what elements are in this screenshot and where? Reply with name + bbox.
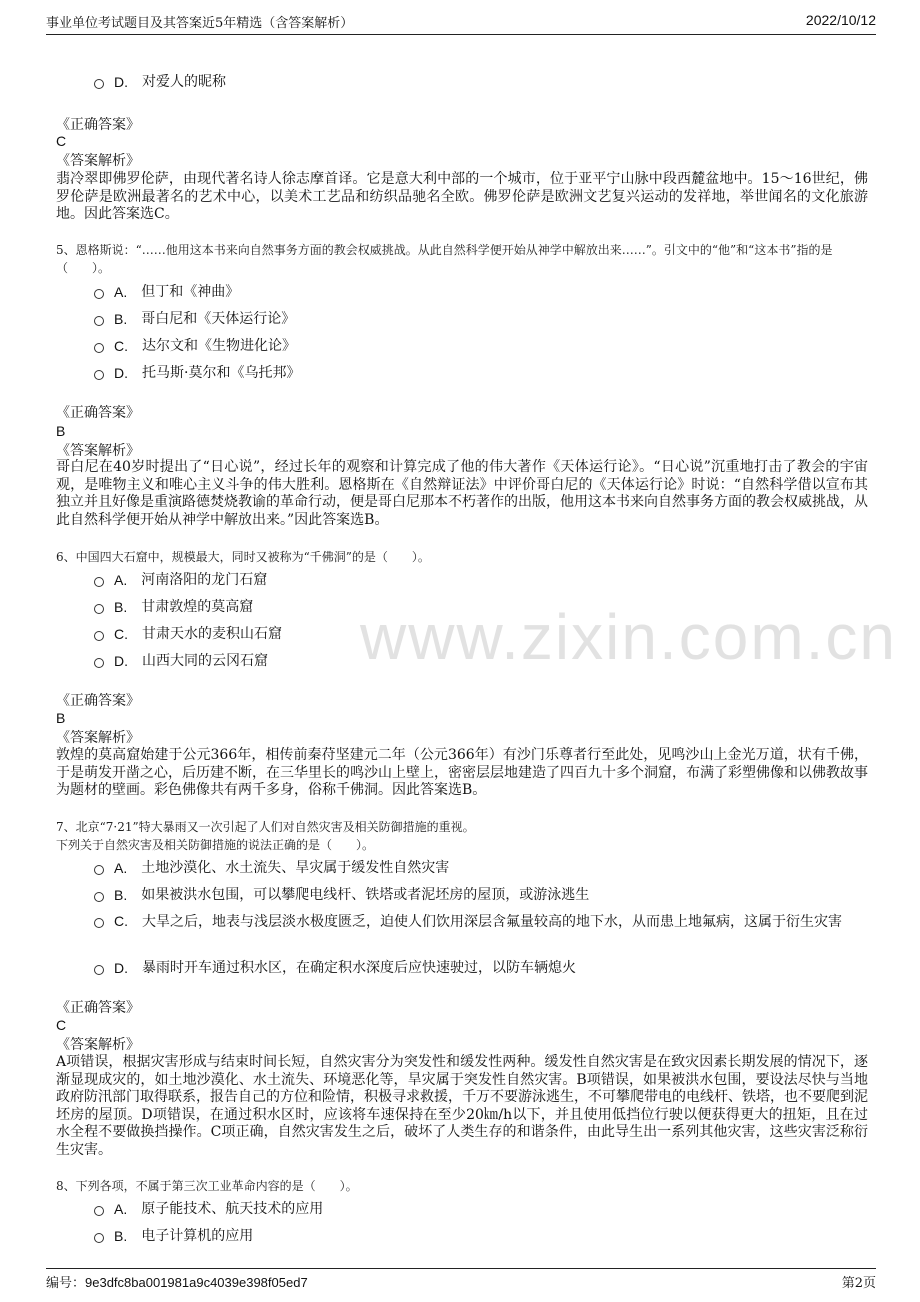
page-number: 第2页 xyxy=(841,1276,876,1291)
q6-explanation-label: 《答案解析》 xyxy=(56,730,140,746)
radio-icon[interactable] xyxy=(94,604,104,614)
q6-option-c[interactable]: C. 甘肃天水的麦积山石窟 xyxy=(94,624,282,644)
q8-question: 8、下列各项，不属于第三次工业革命内容的是（ ）。 xyxy=(56,1179,358,1193)
radio-icon[interactable] xyxy=(94,316,104,326)
q5-option-a[interactable]: A. 但丁和《神曲》 xyxy=(94,282,239,302)
page-footer xyxy=(46,1268,876,1291)
q8-option-b[interactable]: B. 电子计算机的应用 xyxy=(94,1226,253,1246)
radio-icon[interactable] xyxy=(94,631,104,641)
q6-answer-label: 《正确答案》 xyxy=(56,693,140,709)
q4-answer-label: 《正确答案》 xyxy=(56,117,140,133)
radio-icon[interactable] xyxy=(94,577,104,587)
radio-icon[interactable] xyxy=(94,918,104,928)
code-value: 9e3dfc8ba001981a9c4039e398f05ed7 xyxy=(85,1275,308,1290)
q6-answer: B xyxy=(56,710,66,726)
q6-option-d[interactable]: D. 山西大同的云冈石窟 xyxy=(94,651,268,671)
code-label: 编号： xyxy=(46,1276,86,1291)
q5-option-c[interactable]: C. 达尔文和《生物进化论》 xyxy=(94,336,296,356)
watermark: www.zixin.com.cn xyxy=(360,601,897,673)
radio-icon[interactable] xyxy=(94,965,104,975)
q5-option-d[interactable]: D. 托马斯·莫尔和《乌托邦》 xyxy=(94,363,300,383)
q5-option-b[interactable]: B. 哥白尼和《天体运行论》 xyxy=(94,309,295,329)
radio-icon[interactable] xyxy=(94,289,104,299)
radio-icon[interactable] xyxy=(94,892,104,902)
q6-option-a[interactable]: A. 河南洛阳的龙门石窟 xyxy=(94,570,267,590)
q5-answer: B xyxy=(56,423,66,439)
radio-icon[interactable] xyxy=(94,658,104,668)
radio-icon[interactable] xyxy=(94,79,104,89)
radio-icon[interactable] xyxy=(94,370,104,380)
radio-icon[interactable] xyxy=(94,1206,104,1216)
q5-question: 5、恩格斯说：“……他用这本书来向自然事务方面的教会权威挑战。从此自然科学便开始从神学中解放出来……”。引文中的“他”和“这本书”指的是（ ）。 xyxy=(56,243,833,275)
q8-option-a[interactable]: A. 原子能技术、航天技术的应用 xyxy=(94,1199,323,1219)
q4-answer: C xyxy=(56,133,67,149)
q5-explanation-label: 《答案解析》 xyxy=(56,443,140,459)
q4-explanation: 翡冷翠即佛罗伦萨，由现代著名诗人徐志摩首译。它是意大利中部的一个城市，位于亚平宁山脉中段西麓盆地中。15～16世纪，佛罗伦萨是欧洲最著名的艺术中心，以美术工艺品和纺织品驰名全欧。佛罗伦萨是欧洲文艺复兴运动的发祥地，举世闻名的文化旅游地。因此答案选C。 xyxy=(56,171,868,223)
q6-question: 6、中国四大石窟中，规模最大，同时又被称为“千佛洞”的是（ ）。 xyxy=(56,550,430,564)
document-code xyxy=(46,1272,308,1291)
q7-option-c[interactable]: C. 大旱之后，地表与浅层淡水极度匮乏，迫使人们饮用深层含氟量较高的地下水，从而患上地氟病，这属于衍生灾害 xyxy=(94,911,868,933)
q7-explanation: A项错误，根据灾害形成与结束时间长短，自然灾害分为突发性和缓发性两种。缓发性自然灾害是在致灾因素长期发展的情况下，逐渐显现成灾的，如土地沙漠化、水土流失、环境恶化等，旱灾属于突发性自然灾害。B项错误，如果被洪水包围，要设法尽快与当地政府防汛部门取得联系，报告自己的方位和险情，积极寻求救援，千万不要游泳逃生，不可攀爬带电的电线杆、铁塔，也不要爬到泥坯房的屋顶。D项错误，在通过积水区时，应该将车速保持在至少20㎞/h以下，并且使用低挡位行驶以便获得更大的扭矩，且在过水全程不要做换挡操作。C项正确，自然灾害发生之后，破坏了人类生存的和谐条件，由此导生出一系列其他灾害，这些灾害泛称衍生灾害。 xyxy=(56,1054,868,1158)
q7-answer: C xyxy=(56,1017,67,1033)
q6-explanation: 敦煌的莫高窟始建于公元366年，相传前秦苻坚建元二年（公元366年）有沙门乐尊者行至此处，见鸣沙山上金光万道，状有千佛，于是萌发开凿之心，后历建不断，在三华里长的鸣沙山上壁上，密密层层地建造了四百九十多个洞窟，布满了彩塑佛像和以佛教故事为题材的壁画。彩色佛像共有两千多身，俗称千佛洞。因此答案选B。 xyxy=(56,747,868,799)
q4-option-d[interactable]: D. 对爱人的昵称 xyxy=(94,72,226,92)
page-header xyxy=(46,12,876,35)
q7-question-line1: 7、北京“7·21”特大暴雨又一次引起了人们对自然灾害及相关防御措施的重视。 xyxy=(56,820,475,834)
q5-explanation: 哥白尼在40岁时提出了“日心说”，经过长年的观察和计算完成了他的伟大著作《天体运行论》。“日心说”沉重地打击了教会的宇宙观，是唯物主义和唯心主义斗争的伟大胜利。恩格斯在《自然辩证法》中评价哥白尼的《天体运行论》时说：“自然科学借以宣布其独立并且好像是重演路德焚烧教谕的革命行动，便是哥白尼那本不朽著作的出版，他用这本书来向自然事务方面的教会权威挑战，从此自然科学便开始从神学中解放出来。”因此答案选B。 xyxy=(56,459,868,528)
q7-explanation-label: 《答案解析》 xyxy=(56,1037,140,1053)
radio-icon[interactable] xyxy=(94,1233,104,1243)
q7-question-line2: 下列关于自然灾害及相关防御措施的说法正确的是（ ）。 xyxy=(56,838,375,852)
q4-explanation-label: 《答案解析》 xyxy=(56,153,140,169)
q7-option-a[interactable]: A. 土地沙漠化、水土流失、旱灾属于缓发性自然灾害 xyxy=(94,858,449,878)
q7-option-d[interactable]: D. 暴雨时开车通过积水区，在确定积水深度后应快速驶过，以防车辆熄火 xyxy=(94,958,576,978)
q6-option-b[interactable]: B. 甘肃敦煌的莫高窟 xyxy=(94,597,253,617)
radio-icon[interactable] xyxy=(94,865,104,875)
radio-icon[interactable] xyxy=(94,343,104,353)
q7-option-b[interactable]: B. 如果被洪水包围，可以攀爬电线杆、铁塔或者泥坯房的屋顶，或游泳逃生 xyxy=(94,885,589,905)
header-date: 2022/10/12 xyxy=(805,12,876,28)
q5-answer-label: 《正确答案》 xyxy=(56,405,140,421)
document-title: 事业单位考试题目及其答案近5年精选（含答案解析） xyxy=(46,16,354,31)
q7-answer-label: 《正确答案》 xyxy=(56,1000,140,1016)
